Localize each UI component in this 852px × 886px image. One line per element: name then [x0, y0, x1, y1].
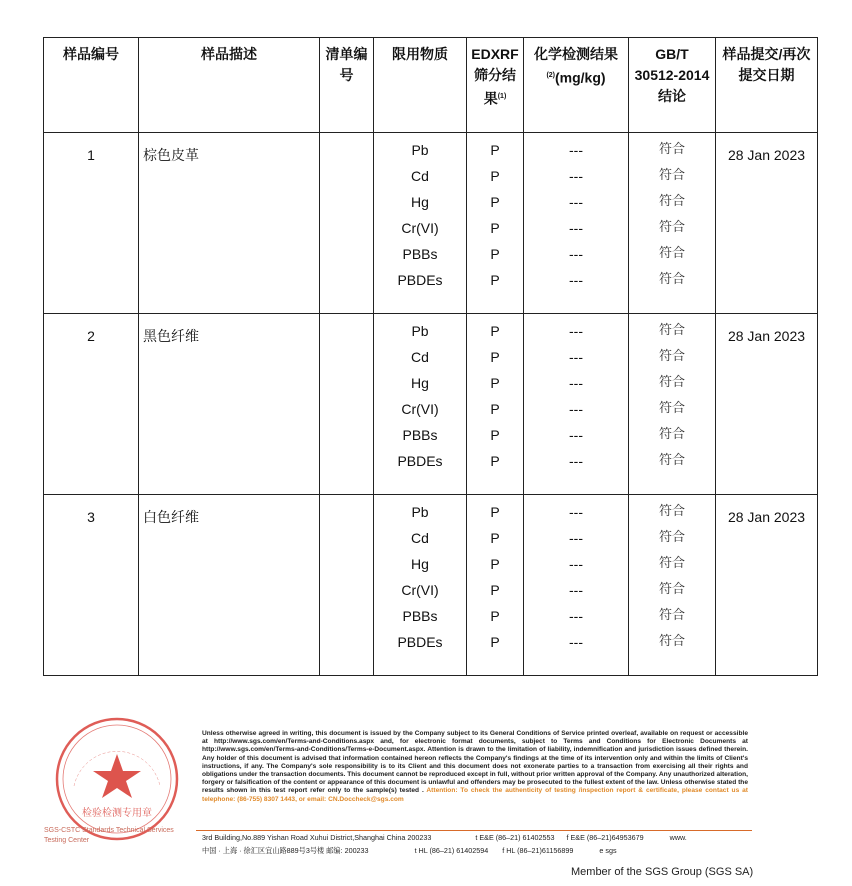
header-chemical-result: 化学检测结果 $^{(2)}$(mg/kg): [524, 38, 629, 133]
conclusion-list: [629, 133, 715, 293]
conclusion: 符合: [658, 246, 685, 261]
substance-cell: [374, 133, 467, 314]
sample-description: 棕色皮革: [139, 133, 320, 314]
address-line-en: 3rd Building,No.889 Yishan Road Xuhui District,Shanghai China 200233 t E&E (86–21) 61402553 f E&E (86–21)64953679 www.: [202, 833, 687, 842]
header-restricted-substance: 限用物质: [374, 38, 467, 133]
substance: PBDEs: [397, 453, 443, 469]
seal-strip: SGS-CSTC Standards Technical Services Testing Center: [44, 827, 174, 844]
edxrf-result: P: [490, 246, 500, 262]
header-description: 样品描述: [139, 38, 320, 133]
substance-list: [374, 133, 466, 293]
conclusion: 符合: [658, 349, 685, 364]
chemical-result: ---: [569, 375, 583, 391]
chemical-result-cell: [524, 495, 629, 676]
conclusion-cell: [629, 314, 716, 495]
chemical-result: ---: [569, 401, 583, 417]
header-list-no: 清单编号: [320, 38, 374, 133]
substance-cell: [374, 314, 467, 495]
header-edxrf: EDXRF筛分结果$^{(1)}$: [467, 38, 524, 133]
substance: Hg: [411, 556, 429, 572]
legal-disclaimer: Unless otherwise agreed in writing, this document is issued by the Company subject to its General Conditions of Service printed overleaf, available on request or accessible at http://www.sgs.com/en/Terms-and-Conditions.aspx and, for electronic format documents, subject to Terms and Conditions for Electronic Documents at http://www.sgs.com/en/Terms-and-Conditions/Terms-e-Document.aspx. Attention is drawn to the limitation of liability, indemnification and jurisdiction issues defined therein. Any holder of this document is advised that information contained hereon reflects the Company's findings at the time of its intervention only and within the limits of Client's instructions, if any. The Company's sole responsibility is to its Client and this document does not exonerate parties to a transaction from exercising all their rights and obligations under the transaction documents. This document cannot be reproduced except in full, without prior written approval of the Company. Any unauthorized alteration, forgery or falsification of the content or appearance of this document is unlawful and offenders may be prosecuted to the fullest extent of the law. Unless otherwise stated the results shown in this test report refer only to the sample(s) tested . Attention: To check the authenticity of testing /inspection report & certificate, please contact us at telephone: (86-755) 8307 1443, or email: CN.Doccheck@sgs.com: [202, 730, 748, 803]
substance: Pb: [411, 504, 429, 520]
substance: Cr(VI): [401, 582, 439, 598]
conclusion: 符合: [658, 401, 685, 416]
header-submission-date: 样品提交/再次提交日期: [716, 38, 818, 133]
edxrf-result: P: [490, 349, 500, 365]
conclusion: 符合: [658, 556, 685, 571]
edxrf-result-cell: [467, 495, 524, 676]
substance: Cr(VI): [401, 220, 439, 236]
sample-id: 2: [87, 328, 95, 344]
list-no-cell: [320, 495, 374, 676]
edxrf-result: P: [490, 530, 500, 546]
submission-date: 28 Jan 2023: [716, 314, 818, 495]
edxrf-result: P: [490, 556, 500, 572]
edxrf-result: P: [490, 504, 500, 520]
header-sample-no: 样品编号: [44, 38, 139, 133]
table-row: [44, 133, 818, 314]
edxrf-result: P: [490, 453, 500, 469]
chemical-result: ---: [569, 530, 583, 546]
conclusion-list: [629, 314, 715, 474]
conclusion: 符合: [658, 168, 685, 183]
sample-id-cell: [44, 314, 139, 495]
authenticity-attention: Attention: To check the authenticity of testing /inspection report & certificate, please contact us at telephone: (86-755) 8307 1443, or email: CN.Doccheck@sgs.com: [202, 787, 748, 803]
substance: Cd: [411, 530, 429, 546]
conclusion: 符合: [658, 220, 685, 235]
address-line-cn: 中国 · 上海 · 徐汇区宜山路889号3号楼 邮编: 200233 t HL (86–21) 61402594 f HL (86–21)61156899 e sgs: [202, 846, 617, 855]
edxrf-result-list: [467, 133, 523, 293]
seal-label: 检验检测专用章: [82, 808, 152, 819]
conclusion: 符合: [658, 375, 685, 390]
chemical-result-cell: [524, 314, 629, 495]
substance: Cd: [411, 349, 429, 365]
header-gbt-conclusion: GB/T 30512-2014结论: [629, 38, 716, 133]
edxrf-result: P: [490, 375, 500, 391]
chemical-result: ---: [569, 323, 583, 339]
table-row: [44, 314, 818, 495]
sgs-member-note: Member of the SGS Group (SGS SA): [571, 866, 754, 878]
seal-star-icon: [93, 754, 141, 798]
substance: PBBs: [402, 427, 438, 443]
edxrf-result: P: [490, 142, 500, 158]
edxrf-result: P: [490, 220, 500, 236]
edxrf-result: P: [490, 427, 500, 443]
chemical-result: ---: [569, 168, 583, 184]
conclusion: 符合: [658, 272, 685, 287]
submission-date: 28 Jan 2023: [716, 495, 818, 676]
edxrf-result-cell: [467, 133, 524, 314]
conclusion: 符合: [658, 453, 685, 468]
substance-list: [374, 495, 466, 655]
chemical-result: ---: [569, 634, 583, 650]
conclusion: 符合: [658, 142, 685, 157]
sample-description: 黑色纤维: [139, 314, 320, 495]
chemical-result: ---: [569, 504, 583, 520]
chemical-result-cell: [524, 133, 629, 314]
chemical-result: ---: [569, 427, 583, 443]
substance-list: [374, 314, 466, 474]
list-no-cell: [320, 133, 374, 314]
edxrf-result: P: [490, 634, 500, 650]
substance: Pb: [411, 323, 429, 339]
substance: Hg: [411, 375, 429, 391]
edxrf-result: P: [490, 168, 500, 184]
substance: Cr(VI): [401, 401, 439, 417]
chemical-result: ---: [569, 246, 583, 262]
conclusion: 符合: [658, 582, 685, 597]
edxrf-result: P: [490, 582, 500, 598]
company-seal: [54, 716, 180, 842]
chemical-result-list: [524, 495, 628, 655]
sample-id: 3: [87, 509, 95, 525]
chemical-result: ---: [569, 194, 583, 210]
conclusion: 符合: [658, 323, 685, 338]
edxrf-result: P: [490, 401, 500, 417]
conclusion-list: [629, 495, 715, 655]
chemical-result: ---: [569, 142, 583, 158]
conclusion-cell: [629, 133, 716, 314]
submission-date: 28 Jan 2023: [716, 133, 818, 314]
conclusion: 符合: [658, 427, 685, 442]
conclusion: 符合: [658, 504, 685, 519]
edxrf-result: P: [490, 272, 500, 288]
edxrf-result: P: [490, 323, 500, 339]
edxrf-result: P: [490, 194, 500, 210]
sample-description: 白色纤维: [139, 495, 320, 676]
chemical-result-list: [524, 133, 628, 293]
footer-divider: [196, 830, 752, 831]
substance: PBBs: [402, 608, 438, 624]
conclusion-cell: [629, 495, 716, 676]
sample-id-cell: [44, 133, 139, 314]
edxrf-result-list: [467, 495, 523, 655]
table-row: [44, 495, 818, 676]
edxrf-result-list: [467, 314, 523, 474]
substance: Pb: [411, 142, 429, 158]
conclusion: 符合: [658, 608, 685, 623]
sample-id-cell: [44, 495, 139, 676]
substance: Cd: [411, 168, 429, 184]
chemical-result: ---: [569, 582, 583, 598]
substance: PBDEs: [397, 272, 443, 288]
test-results-table: [43, 37, 818, 676]
chemical-result: ---: [569, 608, 583, 624]
conclusion: 符合: [658, 634, 685, 649]
substance-cell: [374, 495, 467, 676]
sample-id: 1: [87, 147, 95, 163]
conclusion: 符合: [658, 194, 685, 209]
conclusion: 符合: [658, 530, 685, 545]
list-no-cell: [320, 314, 374, 495]
substance: PBDEs: [397, 634, 443, 650]
substance: PBBs: [402, 246, 438, 262]
chemical-result: ---: [569, 349, 583, 365]
edxrf-result-cell: [467, 314, 524, 495]
chemical-result: ---: [569, 272, 583, 288]
substance: Hg: [411, 194, 429, 210]
header-row: [44, 38, 818, 133]
chemical-result-list: [524, 314, 628, 474]
chemical-result: ---: [569, 453, 583, 469]
chemical-result: ---: [569, 220, 583, 236]
table-body: [44, 133, 818, 676]
edxrf-result: P: [490, 608, 500, 624]
chemical-result: ---: [569, 556, 583, 572]
